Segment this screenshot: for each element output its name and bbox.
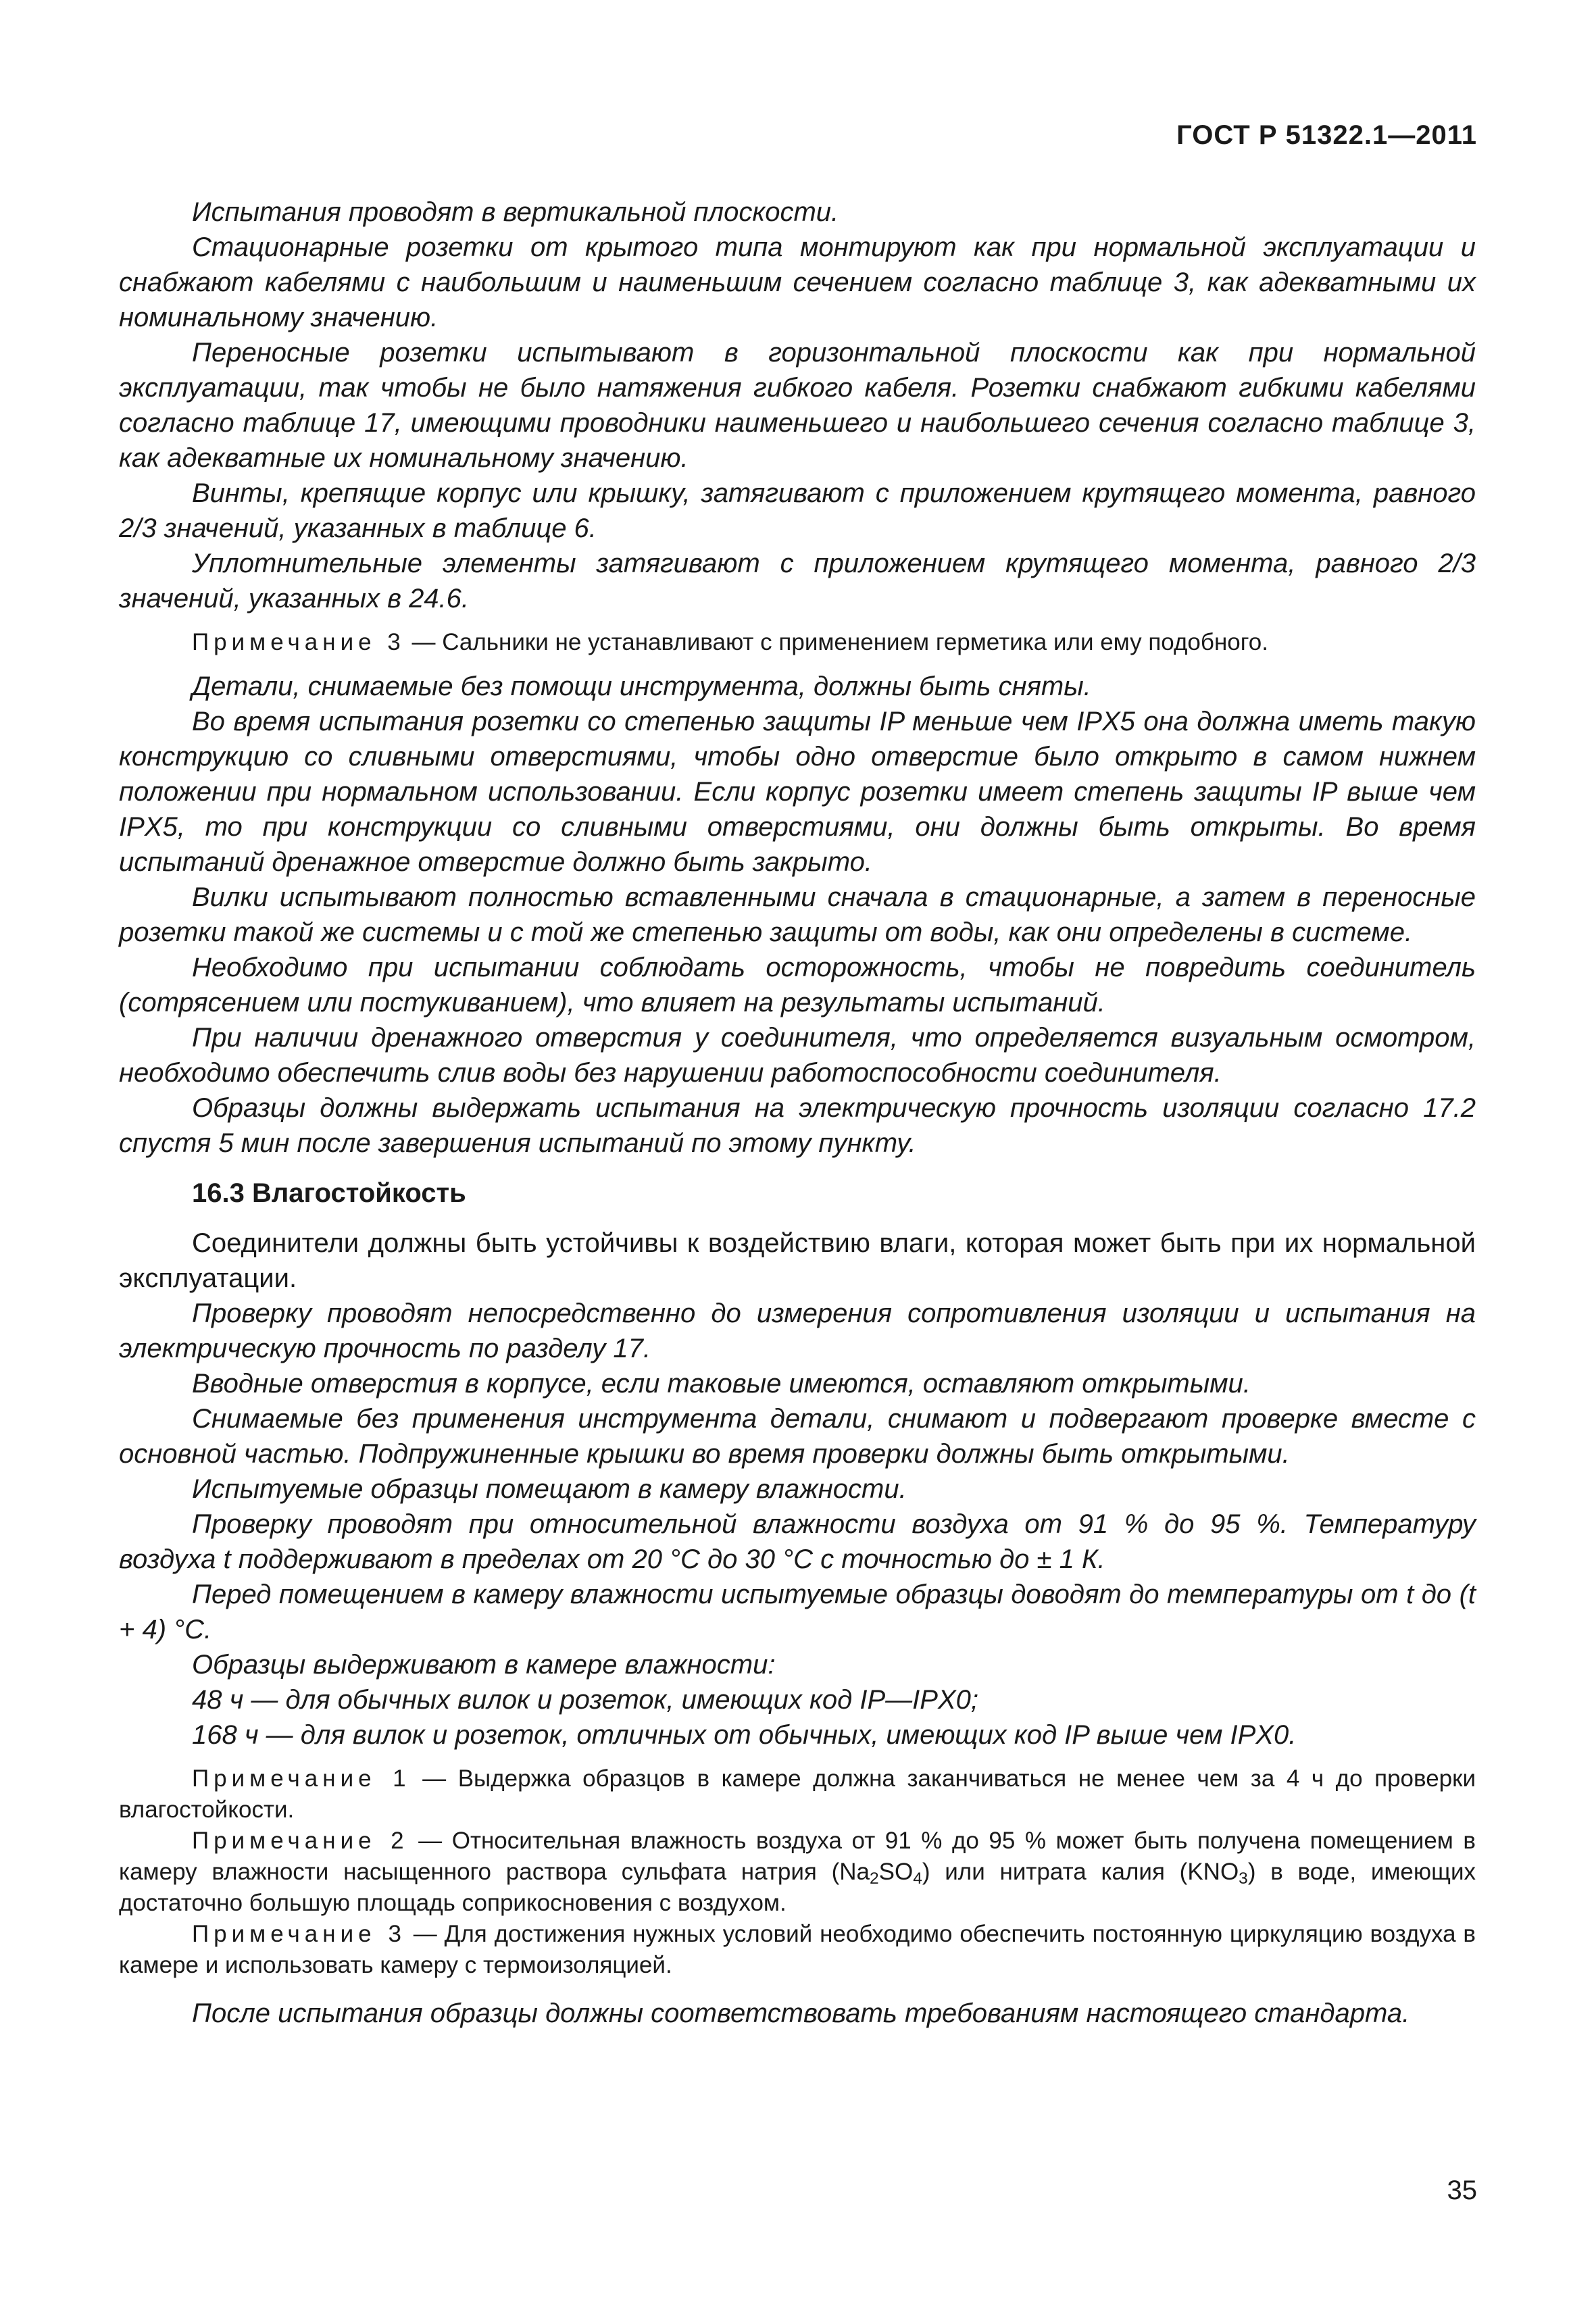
page-number: 35: [1447, 2175, 1477, 2205]
subscript: 3: [1239, 1869, 1248, 1888]
paragraph: Проверку проводят при относительной влажности воздуха от 91 % до 95 %. Температуру воздуха t поддерживают в пределах от 20 °С до 30 °С с точностью до ± 1 К.: [119, 1509, 1476, 1574]
note-lead: Примечание 3: [192, 1921, 406, 1947]
note-lead: Примечание 1: [192, 1765, 411, 1792]
paragraph: Перед помещением в камеру влажности испытуемые образцы доводят до температуры от t до (t + 4) °С.: [119, 1580, 1476, 1644]
paragraph: Снимаемые без применения инструмента детали, снимают и подвергают проверке вместе с основной частью. Подпружиненные крышки во время проверки должны быть открытыми.: [119, 1404, 1476, 1469]
paragraph: Испытания проводят в вертикальной плоскости.: [192, 197, 839, 227]
note-lead: Примечание 2: [192, 1828, 409, 1854]
paragraph: Вводные отверстия в корпусе, если таковые имеются, оставляют открытыми.: [192, 1369, 1251, 1399]
note: [119, 1763, 1476, 1826]
subscript: 2: [869, 1869, 879, 1888]
note-text: — Относительная влажность воздуха от 91 % до 95 % может быть получена помещением в камеру влажности насыщенного раствора сульфата натрия (Na: [119, 1828, 1476, 1885]
paragraph: Испытуемые образцы помещают в камеру влажности.: [192, 1474, 907, 1504]
paragraph: Переносные розетки испытывают в горизонтальной плоскости как при нормальной эксплуатации, так чтобы не было натяжения гибкого кабеля. Розетки снабжают гибкими кабелями согласно таблице 17, имеющими проводники наименьшего и наибольшего сечения согласно таблице 3, как адекватные их номинальному значению.: [119, 338, 1476, 473]
paragraph: Проверку проводят непосредственно до измерения сопротивления изоляции и испытания на электрическую прочность по разделу 17.: [119, 1299, 1476, 1363]
note: [119, 1919, 1476, 1981]
note-text: — Выдержка образцов в камере должна заканчиваться не менее чем за 4 ч до проверки влагостойкости.: [119, 1765, 1476, 1823]
note-text: ) в воде, имеющих достаточно большую площадь соприкосновения с воздухом.: [119, 1859, 1476, 1916]
list-item: 48 ч — для обычных вилок и розеток, имеющих код IP—IPX0;: [192, 1685, 979, 1715]
paragraph: Винты, крепящие корпус или крышку, затягивают с приложением крутящего момента, равного 2/3 значений, указанных в таблице 6.: [119, 478, 1476, 543]
note-lead: Примечание 3: [192, 629, 405, 655]
subscript: 4: [913, 1869, 922, 1888]
paragraph: Необходимо при испытании соблюдать осторожность, чтобы не повредить соединитель (сотрясением или постукиванием), что влияет на результаты испытаний.: [119, 953, 1476, 1017]
document-header-id: ГОСТ Р 51322.1—2011: [1176, 120, 1477, 150]
note-text: — Сальники не устанавливают с применением герметика или ему подобного.: [405, 629, 1268, 655]
paragraph: Соединители должны быть устойчивы к воздействию влаги, которая может быть при их нормальной эксплуатации.: [119, 1228, 1476, 1293]
paragraph: При наличии дренажного отверстия у соединителя, что определяется визуальным осмотром, необходимо обеспечить слив воды без нарушении работоспособности соединителя.: [119, 1023, 1476, 1088]
section-heading: 16.3 Влагостойкость: [192, 1178, 466, 1208]
note: [119, 1826, 1476, 1919]
note: [119, 627, 1476, 658]
paragraph: После испытания образцы должны соответствовать требованиям настоящего стандарта.: [192, 1998, 1410, 2028]
paragraph: Стационарные розетки от крытого типа монтируют как при нормальной эксплуатации и снабжают кабелями с наибольшим и наименьшим сечением согласно таблице 3, как адекватными их номинальному значению.: [119, 232, 1476, 332]
paragraph: Образцы выдерживают в камере влажности:: [192, 1650, 776, 1680]
paragraph: Во время испытания розетки со степенью защиты IP меньше чем IPX5 она должна иметь такую конструкцию со сливными отверстиями, чтобы одно отверстие было открыто в самом нижнем положении при нормальном использовании. Если корпус розетки имеет степень защиты IP выше чем IPX5, то при конструкции со сливными отверстиями, они должны быть открыты. Во время испытаний дренажное отверстие должно быть закрыто.: [119, 707, 1476, 877]
paragraph: Вилки испытывают полностью вставленными сначала в стационарные, а затем в переносные розетки такой же системы и с той же степенью защиты от воды, как они определены в системе.: [119, 882, 1476, 947]
paragraph: Образцы должны выдержать испытания на электрическую прочность изоляции согласно 17.2 спустя 5 мин после завершения испытаний по этому пункту.: [119, 1093, 1476, 1158]
paragraph: Уплотнительные элементы затягивают с приложением крутящего момента, равного 2/3 значений, указанных в 24.6.: [119, 549, 1476, 613]
note-text: SO: [878, 1859, 914, 1885]
list-item: 168 ч — для вилок и розеток, отличных от обычных, имеющих код IP выше чем IPX0.: [192, 1720, 1297, 1750]
note-text: ) или нитрата калия (KNO: [922, 1859, 1239, 1885]
page-content: [119, 195, 1476, 2031]
paragraph: Детали, снимаемые без помощи инструмента, должны быть сняты.: [192, 672, 1091, 701]
note-text: — Для достижения нужных условий необходимо обеспечить постоянную циркуляцию воздуха в камере и использовать камеру с термоизоляцией.: [119, 1921, 1476, 1978]
